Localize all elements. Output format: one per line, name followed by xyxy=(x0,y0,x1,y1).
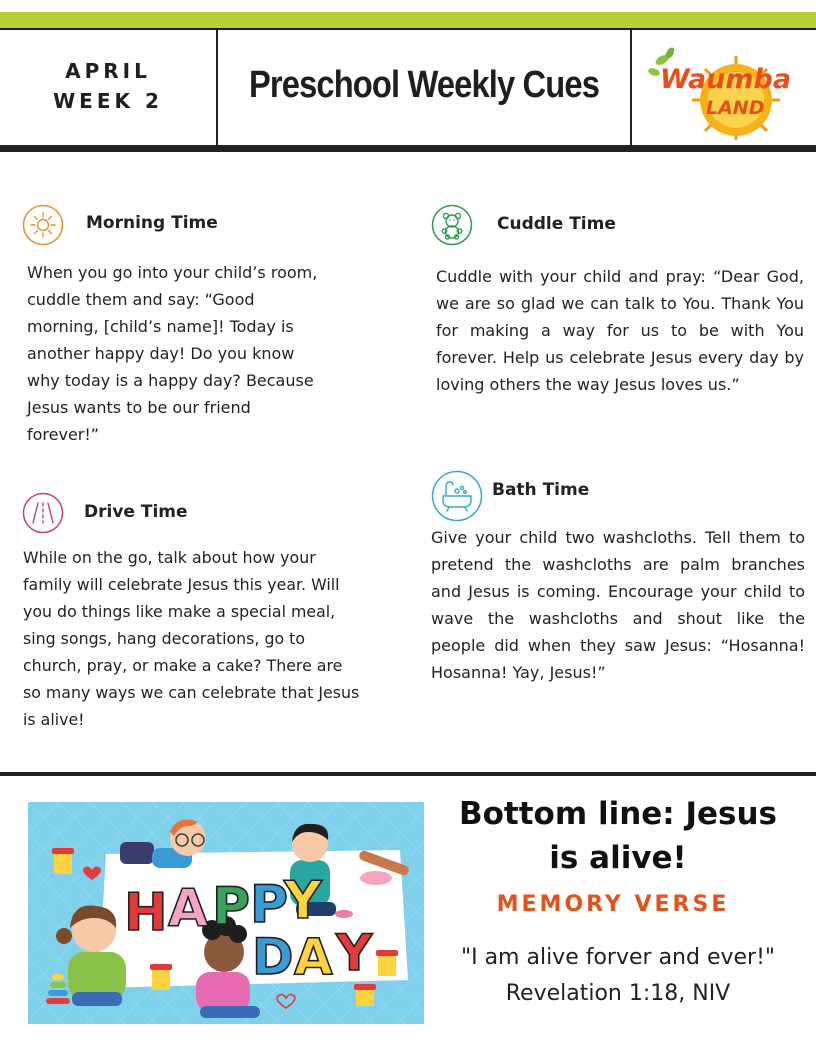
bath-time-text: Give your child two washcloths. Tell them to pretend the washcloths are palm branches and Jesus is coming. Encourage your child to wave the washcloths and shout like the people did when they saw Jesus: “Hosanna! Hosanna! Yay, Jesus!” xyxy=(431,528,805,682)
bath-time-title: Bath Time xyxy=(492,480,590,500)
teddy-bear-icon xyxy=(431,204,473,246)
date-block xyxy=(0,56,216,116)
banner-letter: H xyxy=(124,883,168,943)
morning-time-title: Morning Time xyxy=(86,213,218,233)
week-label: WEEK 2 xyxy=(53,89,163,113)
drive-time-title: Drive Time xyxy=(84,502,188,522)
logo-word-top: Waumba xyxy=(660,64,792,95)
happy-day-illustration xyxy=(28,802,424,1024)
waumba-land-logo xyxy=(640,42,812,140)
bathtub-icon xyxy=(431,470,483,522)
month-label: APRIL xyxy=(65,59,151,83)
header-bottom-rule xyxy=(0,145,816,152)
bottom-line-heading: Bottom line: Jesus is alive! xyxy=(458,796,778,876)
memory-verse-label: MEMORY VERSE xyxy=(496,892,730,917)
banner-letter: P xyxy=(212,877,251,937)
banner-letter: Y xyxy=(336,924,373,982)
banner-letter: D xyxy=(252,928,294,986)
header-divider-left xyxy=(216,30,218,145)
banner-letter: P xyxy=(250,875,289,935)
memory-verse-text: "I am alive forver and ever!" xyxy=(460,945,776,970)
memory-verse-reference: Revelation 1:18, NIV xyxy=(505,981,731,1006)
banner-letter: Y xyxy=(284,871,322,931)
memory-verse xyxy=(430,940,806,1012)
top-accent-bar xyxy=(0,12,816,28)
cuddle-time-text: Cuddle with your child and pray: “Dear God, we are so glad we can talk to You. Thank You for making a way for us to be with You forever. Help us celebrate Jesus every day by loving others the way Jesus loves us.” xyxy=(436,267,804,394)
sun-icon xyxy=(22,204,64,246)
road-icon xyxy=(22,492,64,534)
banner-letter: A xyxy=(168,879,209,939)
page-title: Preschool Weekly Cues xyxy=(248,64,600,106)
logo-word-bottom: LAND xyxy=(706,97,765,119)
section-divider xyxy=(0,772,816,776)
morning-time-text: When you go into your child’s room, cuddle them and say: “Good morning, [child’s name]! Today is another happy day! Do you know why today is a happy day? Because Jesus wants to be our friend forever!” xyxy=(27,263,318,444)
cuddle-time-title: Cuddle Time xyxy=(497,214,616,234)
banner-letter: A xyxy=(294,928,333,986)
drive-time-text: While on the go, talk about how your family will celebrate Jesus this year. Will you do things like make a special meal, sing songs, hang decorations, go to church, pray, or make a cake? There are so many ways we can celebrate that Jesus is alive! xyxy=(23,548,360,729)
header-divider-right xyxy=(630,30,632,145)
